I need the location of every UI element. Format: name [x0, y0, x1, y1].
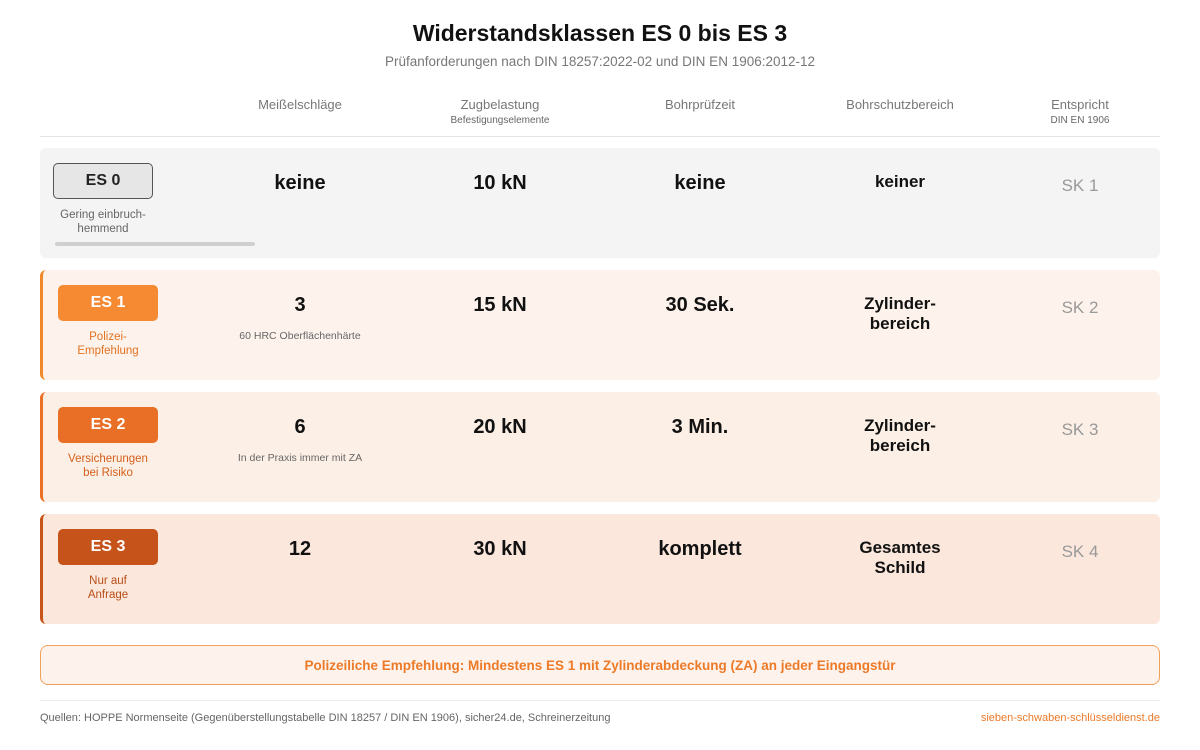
zugbelastung-value: 10 kN: [473, 172, 527, 194]
bohrschutzbereich-value: [800, 538, 1000, 578]
header-sublabel: DIN EN 1906: [1050, 115, 1110, 126]
header-label: Bohrprüfzeit: [664, 97, 736, 112]
table-row-es1: [40, 270, 1160, 380]
header-bohrschutzbereich: [800, 97, 1000, 112]
area-line: Gesamtes: [859, 538, 941, 557]
zugbelastung-value: 15 kN: [473, 294, 527, 316]
bohrpruefzeit-value: 30 Sek.: [665, 294, 735, 316]
meisselschlaege-value: 12: [288, 538, 312, 560]
area-line: Zylinder-: [864, 294, 936, 313]
table-row-es2: [40, 392, 1160, 502]
description-line: Gering einbruch-: [60, 209, 146, 221]
site-link[interactable]: sieben-schwaben-schlüsseldienst.de: [980, 712, 1160, 724]
header-entspricht: [1000, 97, 1160, 126]
header-label: Zugbelastung: [460, 97, 540, 112]
class-badge: ES 2: [58, 407, 158, 443]
zugbelastung-value: 20 kN: [473, 416, 527, 438]
area-line: bereich: [869, 436, 931, 455]
class-badge: ES 0: [53, 163, 153, 199]
level-bar: [55, 242, 255, 246]
table-header: [40, 97, 1160, 137]
bohrschutzbereich-value: [800, 416, 1000, 456]
description-line: Nur auf: [89, 575, 127, 587]
area-line: Schild: [874, 558, 926, 577]
area-line: Zylinder-: [864, 416, 936, 435]
meisselschlaege-note: In der Praxis immer mit ZA: [237, 452, 363, 464]
description-line: Empfehlung: [77, 345, 139, 357]
description-line: hemmend: [77, 223, 129, 235]
sk-equivalent: SK 4: [1061, 542, 1099, 561]
class-badge: ES 1: [58, 285, 158, 321]
description-line: bei Risiko: [83, 467, 133, 479]
description-line: Polizei-: [89, 331, 127, 343]
description-line: Anfrage: [87, 589, 129, 601]
zugbelastung-value: 30 kN: [473, 538, 527, 560]
bohrpruefzeit-value: 3 Min.: [671, 416, 729, 438]
class-description: [53, 330, 163, 358]
table-row-es0: [40, 148, 1160, 258]
police-recommendation-banner: Polizeiliche Empfehlung: Mindestens ES 1 mit Zylinderabdeckung (ZA) an jeder Eingangstür: [40, 645, 1160, 685]
meisselschlaege-value: 3: [294, 294, 306, 316]
header-label: Meißelschläge: [258, 97, 342, 112]
class-badge: ES 3: [58, 529, 158, 565]
footer-divider: [40, 700, 1160, 701]
page-title: Widerstandsklassen ES 0 bis ES 3: [412, 20, 788, 46]
table-row-es3: [40, 514, 1160, 624]
meisselschlaege-value: keine: [274, 172, 326, 194]
class-description: [53, 574, 163, 602]
header-label: Bohrschutzbereich: [846, 97, 954, 112]
header-bohrpruefzeit: [600, 97, 800, 112]
bohrschutzbereich-value: [800, 294, 1000, 334]
header-zugbelastung: [400, 97, 600, 126]
meisselschlaege-value: 6: [294, 416, 306, 438]
class-description: [53, 452, 163, 480]
header-meisselschlaege: [200, 97, 400, 112]
area-line: bereich: [869, 314, 931, 333]
sk-equivalent: SK 2: [1061, 298, 1099, 317]
bohrschutzbereich-value: [800, 172, 1000, 192]
area-line: keiner: [874, 172, 926, 191]
bohrpruefzeit-value: keine: [674, 172, 726, 194]
sk-equivalent: SK 1: [1061, 176, 1099, 195]
sk-equivalent: SK 3: [1061, 420, 1099, 439]
bohrpruefzeit-value: komplett: [658, 538, 742, 560]
header-sublabel: Befestigungselemente: [450, 115, 550, 126]
sources-note: Quellen: HOPPE Normenseite (Gegenüberstellungstabelle DIN 18257 / DIN EN 1906), sicher24.de, Schreinerzeitung: [40, 712, 611, 724]
class-description: [48, 208, 158, 236]
header-label: Entspricht: [1051, 97, 1109, 112]
description-line: Versicherungen: [68, 453, 148, 465]
meisselschlaege-note: 60 HRC Oberflächenhärte: [239, 330, 361, 342]
page-subtitle: Prüfanforderungen nach DIN 18257:2022-02 und DIN EN 1906:2012-12: [384, 54, 816, 69]
